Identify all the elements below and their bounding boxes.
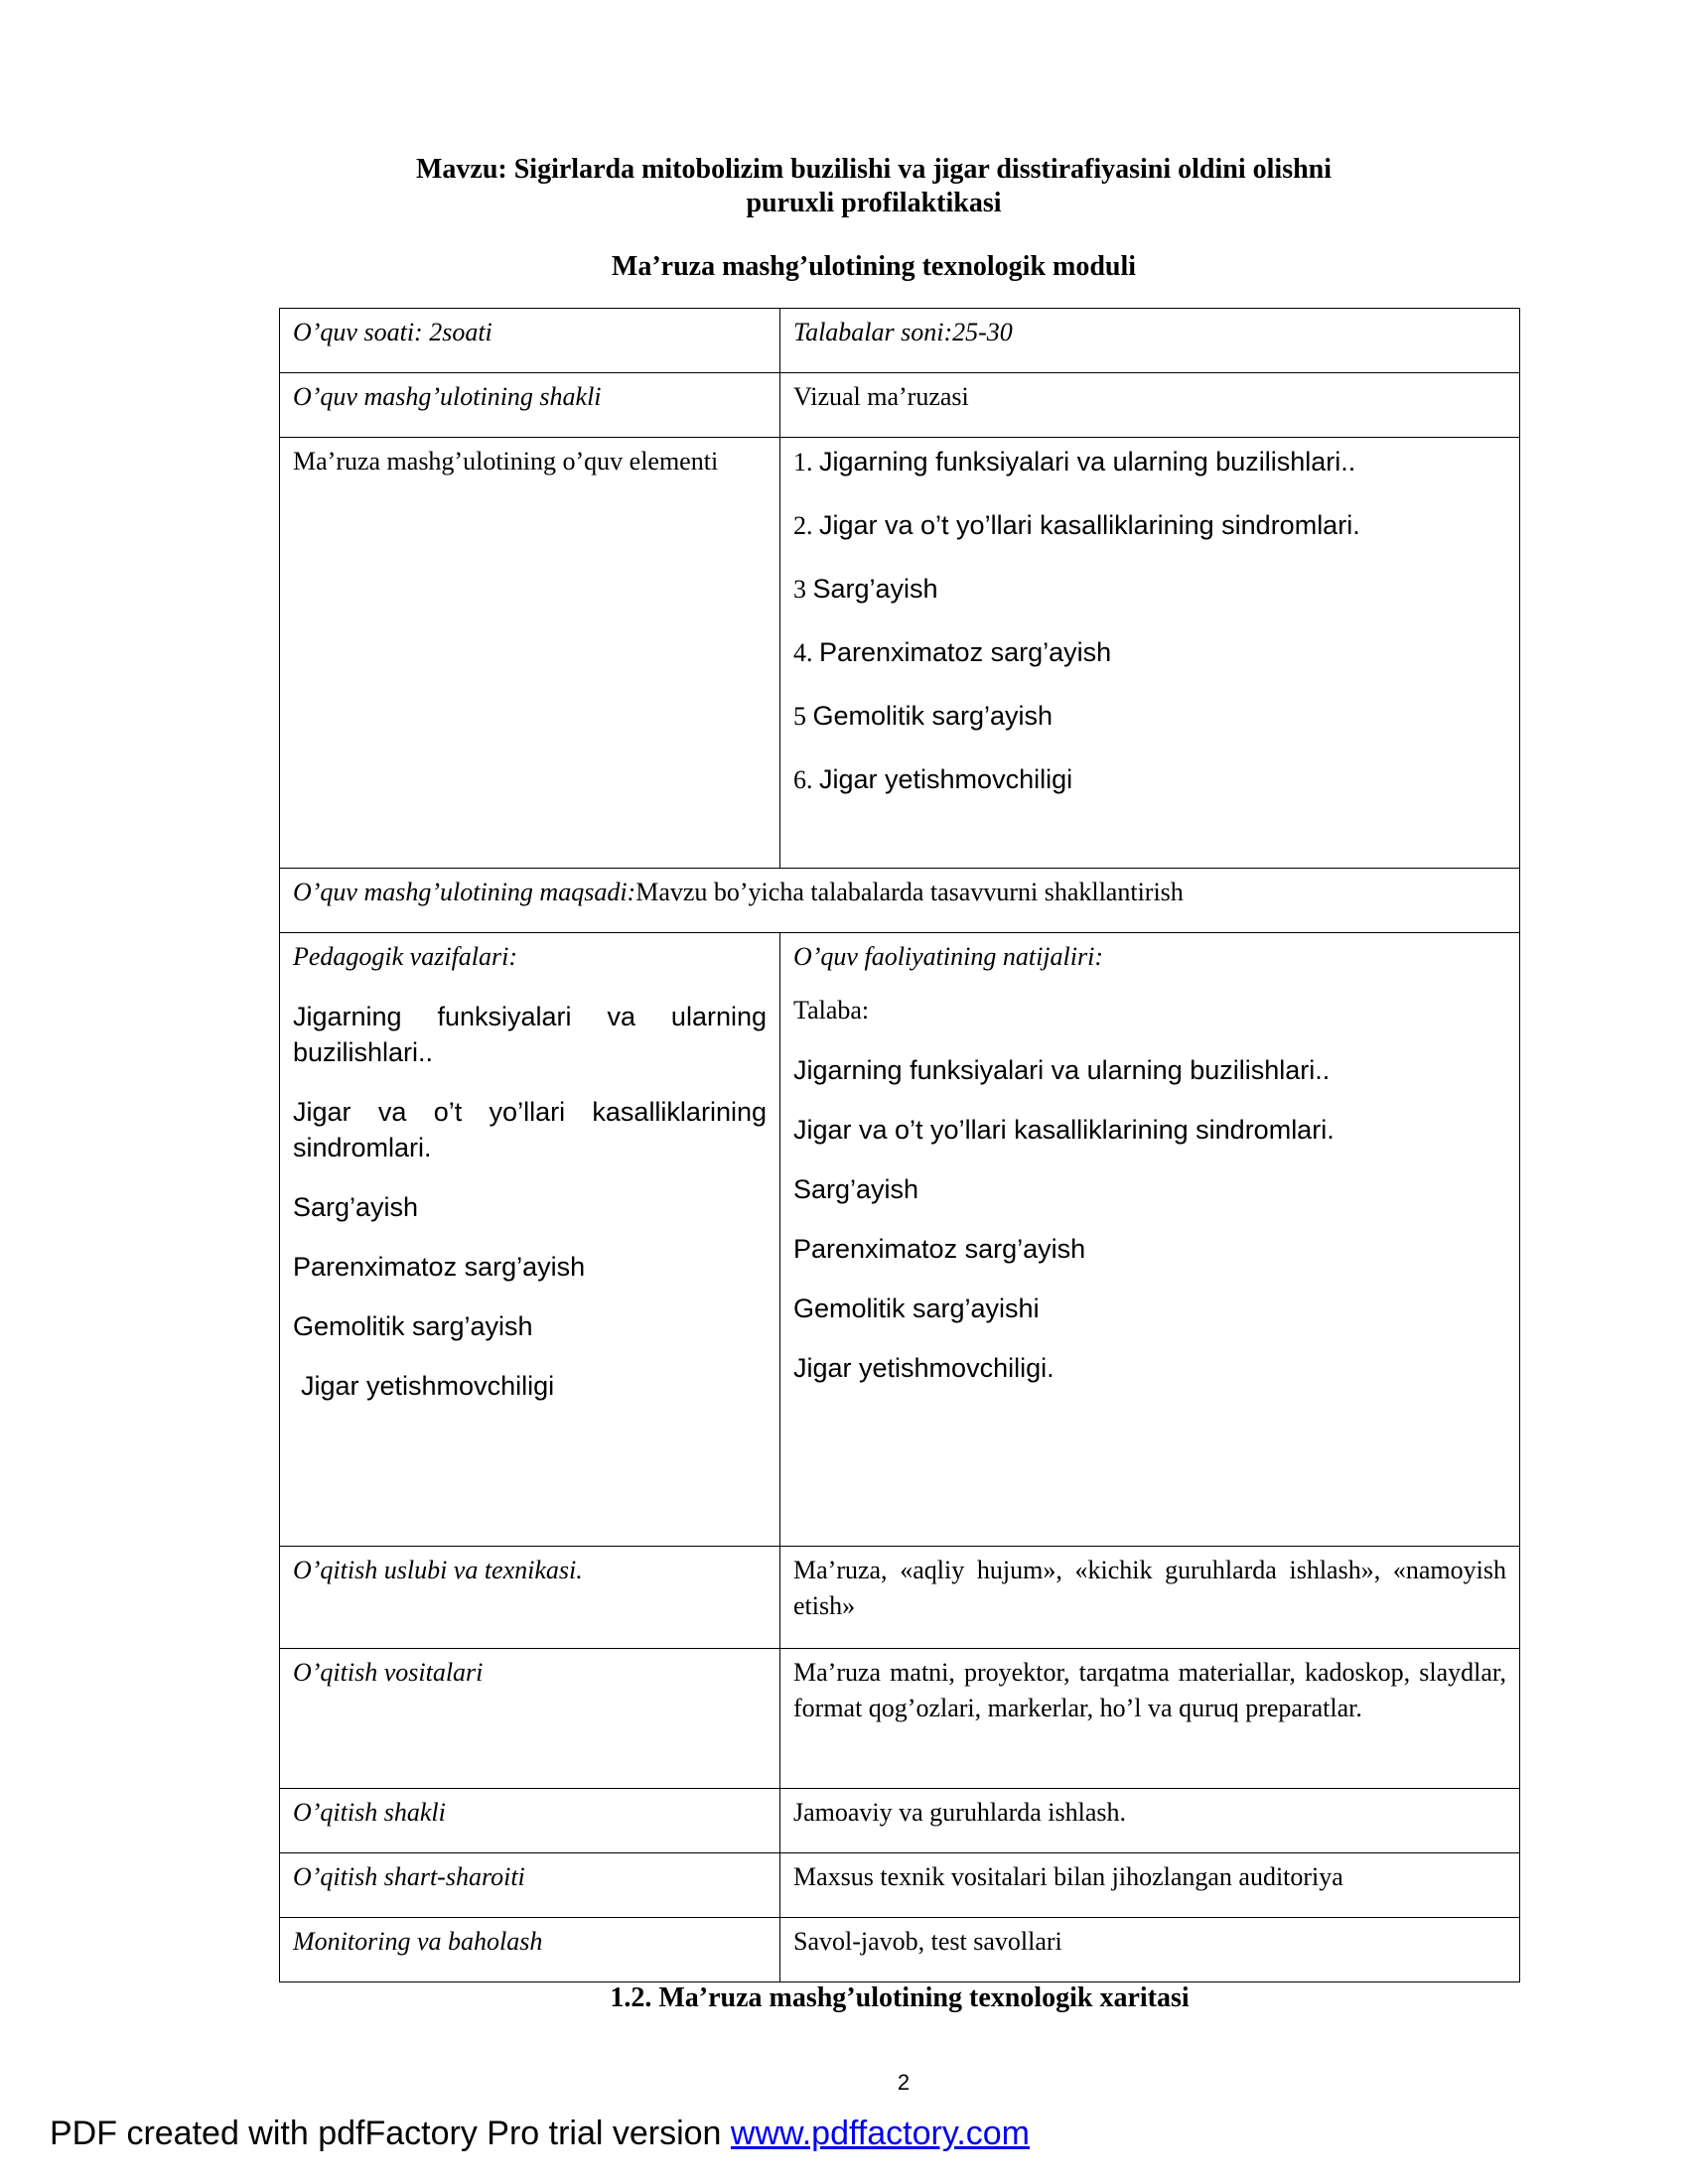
student-label: Talaba: — [793, 996, 870, 1024]
table-row — [280, 373, 1520, 438]
list-item: 5 Gemolitik sarg’ayish — [793, 701, 1054, 731]
table-row — [280, 309, 1520, 373]
table-row — [280, 1547, 1520, 1649]
monitoring-value: Savol-javob, test savollari — [780, 1918, 1520, 1982]
table-row — [280, 1789, 1520, 1853]
list-item: 2. Jigar va o’t yo’llari kasalliklarining sindromlari. — [793, 510, 1360, 540]
learning-outcomes-header: O’quv faoliyatining natijaliri: — [793, 942, 1103, 971]
list-item: 3 Sarg’ayish — [793, 574, 938, 604]
table-row — [280, 869, 1520, 933]
students-count-cell: Talabalar soni:25-30 — [780, 309, 1520, 373]
topic-title-line1: Mavzu: Sigirlarda mitobolizim buzilishi va jigar disstirafiyasini oldini olishni — [415, 154, 1333, 185]
module-table — [279, 308, 1520, 1982]
lesson-goal-text: Mavzu bo’yicha talabalarda tasavvurni shakllantirish — [635, 878, 1184, 906]
teaching-tools-label: O’qitish vositalari — [280, 1649, 780, 1789]
footer-link[interactable]: www.pdffactory.com — [730, 2115, 1030, 2152]
study-element-label: Ma’ruza mashg’ulotining o’quv elementi — [280, 438, 780, 869]
footer-text: PDF created with pdfFactory Pro trial version — [50, 2115, 731, 2152]
table-row — [280, 933, 1520, 1547]
table-row — [280, 1649, 1520, 1789]
teaching-conditions-value: Maxsus texnik vositalari bilan jihozlangan auditoriya — [780, 1853, 1520, 1918]
teaching-conditions-label: O’qitish shart-sharoiti — [280, 1853, 780, 1918]
lesson-goal-label: O’quv mashg’ulotining maqsadi: — [293, 878, 636, 906]
teaching-tools-value: Ma’ruza matni, proyektor, tarqatma materiallar, kadoskop, slaydlar, format qog’ozlari, markerlar, ho’l va quruq preparatlar. — [780, 1649, 1520, 1789]
list-item: Gemolitik sarg’ayishi — [793, 1294, 1040, 1323]
teaching-form-label: O’qitish shakli — [280, 1789, 780, 1853]
module-title: Ma’ruza mashg’ulotining texnologik moduli — [611, 251, 1137, 282]
monitoring-label: Monitoring va baholash — [280, 1918, 780, 1982]
table-row — [280, 1853, 1520, 1918]
list-item: Jigar va o’t yo’llari kasalliklarining sindromlari. — [293, 1097, 767, 1162]
list-item: Gemolitik sarg’ayish — [293, 1311, 533, 1341]
section-title: 1.2. Ma’ruza mashg’ulotining texnologik xaritasi — [610, 1982, 1190, 2013]
lesson-form-label: O’quv mashg’ulotining shakli — [280, 373, 780, 438]
list-item: 6. Jigar yetishmovchiligi — [793, 764, 1073, 794]
list-item: Jigarning funksiyalari va ularning buzilishlari.. — [293, 1002, 767, 1067]
list-item: Jigar yetishmovchiligi. — [793, 1353, 1055, 1383]
teaching-method-value: Ma’ruza, «aqliy hujum», «kichik guruhlarda ishlash», «namoyish etish» — [780, 1547, 1520, 1649]
pedagogical-tasks-cell — [280, 933, 780, 1547]
list-item: Parenximatoz sarg’ayish — [793, 1234, 1086, 1264]
lesson-form-value: Vizual ma’ruzasi — [780, 373, 1520, 438]
study-element-list — [780, 438, 1520, 869]
teaching-form-value: Jamoaviy va guruhlarda ishlash. — [780, 1789, 1520, 1853]
learning-outcomes-cell — [780, 933, 1520, 1547]
list-item: Sarg’ayish — [793, 1174, 919, 1204]
list-item: Sarg’ayish — [293, 1192, 419, 1222]
table-row — [280, 438, 1520, 869]
list-item: Jigar va o’t yo’llari kasalliklarining sindromlari. — [793, 1115, 1335, 1145]
topic-title-line2: puruxli profilaktikasi — [746, 188, 1002, 218]
teaching-method-label: O’qitish uslubi va texnikasi. — [280, 1547, 780, 1649]
study-hours-cell: O’quv soati: 2soati — [280, 309, 780, 373]
lesson-goal-cell — [280, 869, 1520, 933]
table-row — [280, 1918, 1520, 1982]
page-number: 2 — [897, 2070, 911, 2095]
list-item: Jigar yetishmovchiligi — [301, 1371, 555, 1401]
list-item: 4. Parenximatoz sarg’ayish — [793, 637, 1112, 667]
list-item: Jigarning funksiyalari va ularning buzilishlari.. — [793, 1055, 1331, 1085]
list-item: 1. Jigarning funksiyalari va ularning buzilishlari.. — [793, 447, 1356, 477]
pdf-footer — [50, 2115, 1030, 2153]
pedagogical-tasks-header: Pedagogik vazifalari: — [293, 942, 518, 971]
list-item: Parenximatoz sarg’ayish — [293, 1252, 586, 1282]
